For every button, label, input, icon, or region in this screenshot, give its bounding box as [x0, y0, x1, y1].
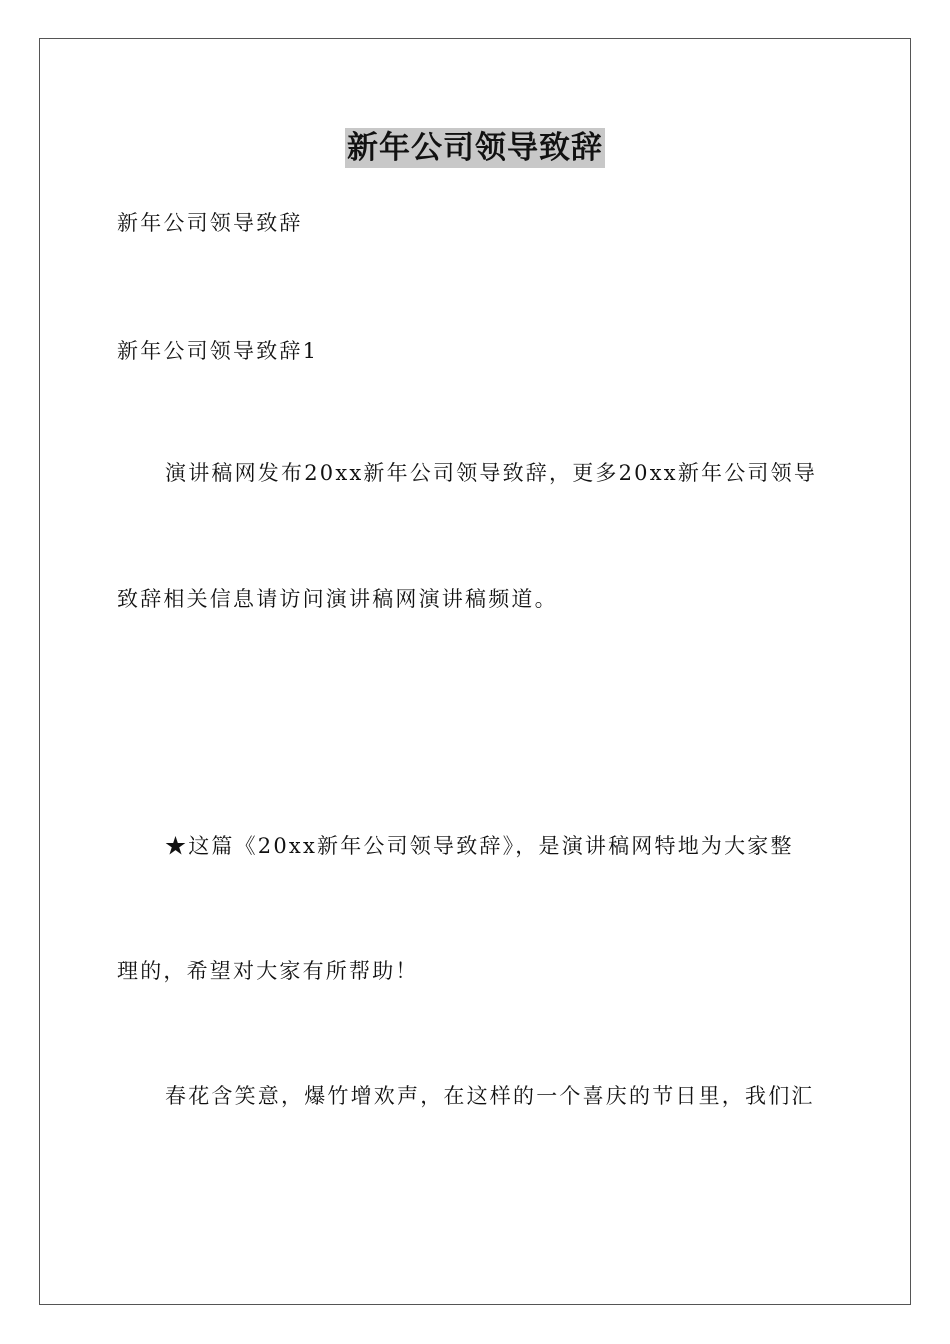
- paragraph-2-line-2: 理的，希望对大家有所帮助！: [117, 959, 419, 983]
- document-title: 新年公司领导致辞: [347, 130, 603, 166]
- paragraph-1-line-1: 演讲稿网发布20xx新年公司领导致辞，更多20xx新年公司领导: [165, 461, 818, 485]
- paragraph-2-line-1: ★这篇《20xx新年公司领导致辞》，是演讲稿网特地为大家整: [165, 834, 794, 858]
- title-container: [0, 128, 950, 168]
- paragraph-1-line-2: 致辞相关信息请访问演讲稿网演讲稿频道。: [117, 587, 558, 611]
- document-subtitle: 新年公司领导致辞: [117, 211, 303, 235]
- paragraph-3-line-1: 春花含笑意，爆竹增欢声，在这样的一个喜庆的节日里，我们汇: [165, 1084, 815, 1108]
- section-heading: 新年公司领导致辞1: [117, 339, 319, 363]
